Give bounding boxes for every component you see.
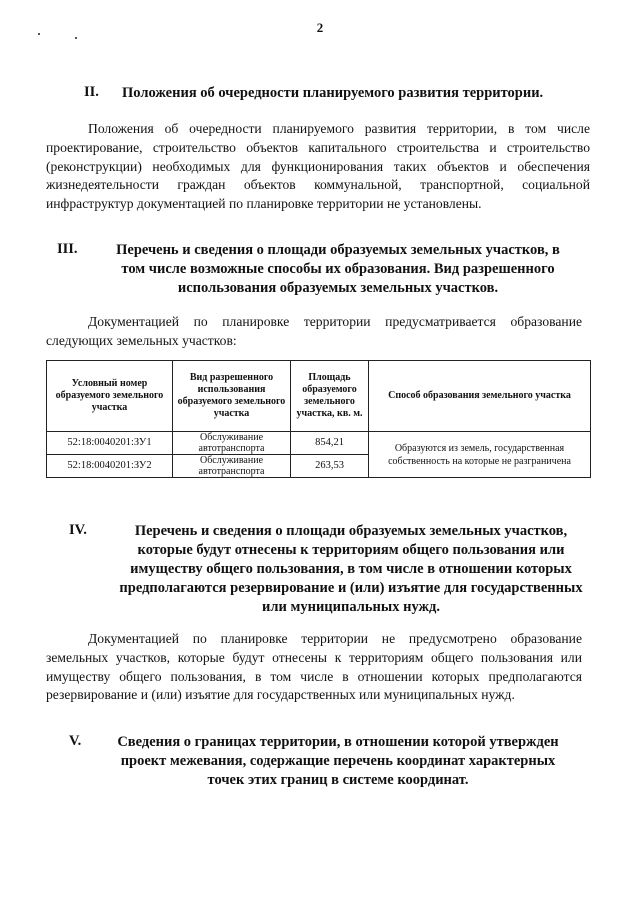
- scan-speck: [75, 37, 77, 39]
- land-plots-table: [46, 360, 591, 478]
- section-2-paragraph: Положения об очередности планируемого развития территории, в том числе проектирование, строительство объектов капитального строительства и строительство (реконструкции) необходимых для функционирования таких объектов и обеспечения жизнедеятельности граждан объектов коммунальной, транспортной, социальной инфраструктур документацией по планировке территории не установлены.: [46, 121, 590, 212]
- cell-area: 854,21: [291, 432, 369, 455]
- section-2-title: Положения об очередности планируемого развития территории.: [122, 85, 544, 101]
- section-4-title: [100, 522, 602, 617]
- section-5-title-line: Сведения о границах территории, в отношении которой утвержден: [117, 734, 559, 750]
- section-4-title-line: или муниципальных нужд.: [262, 599, 440, 615]
- header-formation-method: Способ образования земельного участка: [369, 361, 591, 432]
- section-5-title-line: проект межевания, содержащие перечень координат характерных: [120, 753, 556, 769]
- section-3-paragraph: Документацией по планировке территории предусматривается образование следующих земельных участков:: [46, 314, 582, 348]
- section-3-title-line: том числе возможные способы их образования. Вид разрешенного: [121, 261, 555, 277]
- cell-permitted-use: Обслуживание автотранспорта: [173, 455, 291, 478]
- section-2-text: [46, 120, 590, 214]
- section-3-title-line: Перечень и сведения о площади образуемых земельных участков, в: [116, 242, 560, 258]
- table-header-row: [47, 361, 591, 432]
- section-2-number: II.: [84, 84, 99, 100]
- section-4-number: IV.: [69, 522, 87, 538]
- section-4-title-line: имуществу общего пользования, в том числе в отношении которых: [130, 561, 572, 577]
- section-3-title-line: использования образуемых земельных участков.: [177, 280, 499, 296]
- cell-area: 263,53: [291, 455, 369, 478]
- section-3-number: III.: [57, 241, 78, 257]
- section-3-title: [100, 241, 576, 298]
- section-4-title-line: Перечень и сведения о площади образуемых земельных участков,: [134, 523, 568, 539]
- section-3-text: [46, 313, 582, 351]
- table-row: [47, 432, 591, 455]
- header-area: Площадь образуемого земельного участка, кв. м.: [291, 361, 369, 432]
- cell-formation-method: Образуются из земель, государственная собственность на которые не разграничена: [369, 432, 591, 478]
- section-4-title-line: предполагаются резервирование и (или) изъятие для государственных: [119, 580, 583, 596]
- section-4-title-line: которые будут отнесены к территориям общего пользования или: [137, 542, 565, 558]
- section-5-title-line: точек этих границ в системе координат.: [207, 772, 469, 788]
- section-5-title: [100, 733, 576, 790]
- cell-plot-number: 52:18:0040201:ЗУ1: [47, 432, 173, 455]
- cell-permitted-use: Обслуживание автотранспорта: [173, 432, 291, 455]
- section-4-paragraph: Документацией по планировке территории не предусмотрено образование земельных участков, которые будут отнесены к территориям общего пользования или имуществу общего пользования, в том числе в отношении которых предполагаются резервирование и (или) изъятие для государственных или муниципальных нужд.: [46, 631, 582, 703]
- page-number: 2: [316, 20, 324, 35]
- header-plot-number: Условный номер образуемого земельного участка: [47, 361, 173, 432]
- header-permitted-use: Вид разрешенного использования образуемого земельного участка: [173, 361, 291, 432]
- section-4-text: [46, 630, 582, 705]
- section-5-number: V.: [69, 733, 82, 749]
- cell-plot-number: 52:18:0040201:ЗУ2: [47, 455, 173, 478]
